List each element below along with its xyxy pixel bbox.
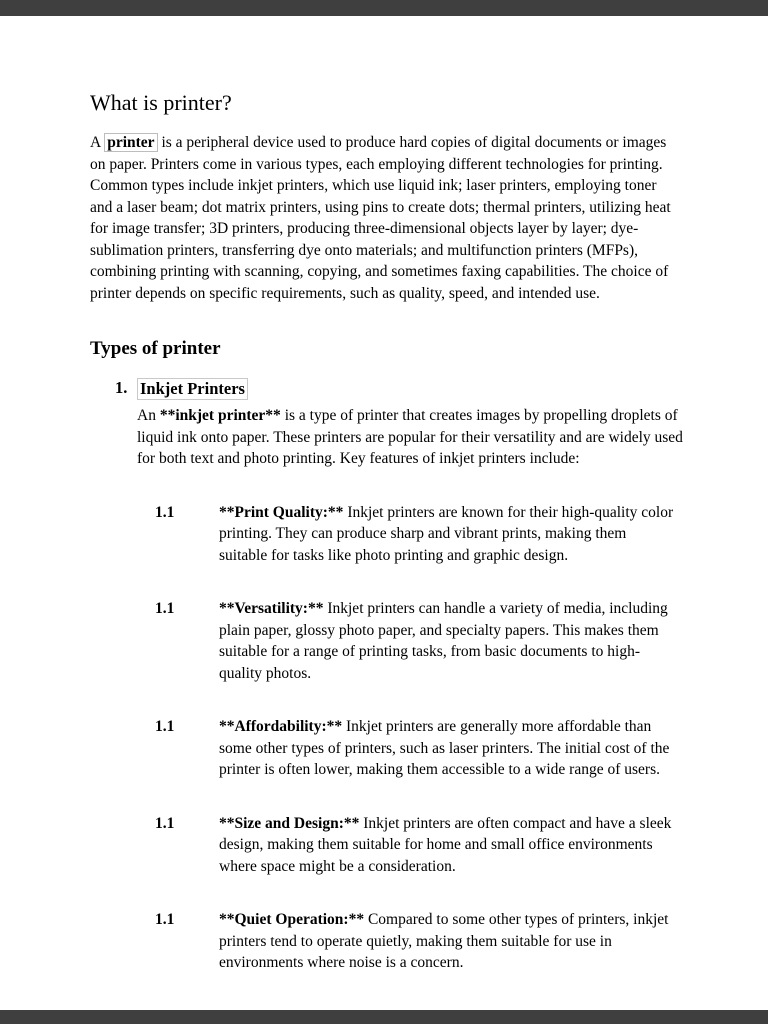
feature-text — [219, 502, 678, 567]
feature-description: Inkjet printers are generally more affordable than some other types of printers, such as laser printers. The initial cost of the printer is often lower, making them accessible to a wide range of users. — [219, 718, 670, 778]
feature-text — [219, 716, 678, 781]
feature-item-quiet-operation — [155, 909, 678, 974]
feature-list — [155, 502, 678, 974]
viewer-bottom-bar — [0, 1010, 768, 1024]
feature-number: 1.1 — [155, 600, 175, 617]
intro-prefix: A — [90, 134, 105, 151]
feature-item-versatility — [155, 598, 678, 684]
list-body-rest: is a type of printer that creates images by propelling droplets of liquid ink onto paper. These printers are popular for their versatility and are widely used for both text and photo printing. Key features of inkjet printers include: — [137, 407, 683, 467]
feature-text — [219, 909, 678, 974]
document-content — [0, 16, 768, 974]
feature-label: **Versatility:** — [219, 600, 324, 617]
feature-description: Inkjet printers can handle a variety of media, including plain paper, glossy photo paper, and specialty papers. This makes them suitable for a range of printing tasks, from basic documents to high-quality photos. — [219, 600, 668, 682]
feature-description: Compared to some other types of printers, inkjet printers tend to operate quietly, making them suitable for use in environments where noise is a concern. — [219, 911, 669, 971]
document-title: What is printer? — [90, 90, 232, 115]
feature-item-print-quality — [155, 502, 678, 567]
list-body-prefix: An — [137, 407, 160, 424]
feature-label: **Print Quality:** — [219, 503, 344, 521]
section-heading-types-of-printer: Types of printer — [90, 338, 221, 359]
list-item-title: Inkjet Printers — [137, 378, 248, 400]
feature-number: 1.1 — [155, 814, 175, 832]
feature-item-size-and-design — [155, 813, 678, 878]
feature-text — [219, 813, 678, 878]
feature-number: 1.1 — [155, 911, 175, 928]
feature-description: Inkjet printers are known for their high-quality color printing. They can produce sharp and vibrant prints, making them suitable for tasks like photo printing and graphic design. — [219, 503, 674, 564]
highlighted-term-printer: printer — [104, 133, 157, 152]
feature-text — [219, 598, 678, 684]
feature-description: Inkjet printers are often compact and have a sleek design, making them suitable for home and small office environments where space might be a consideration. — [219, 814, 672, 875]
feature-label: **Affordability:** — [219, 718, 343, 735]
feature-item-affordability — [155, 716, 678, 781]
feature-label: **Quiet Operation:** — [219, 911, 365, 928]
intro-body: is a peripheral device used to produce hard copies of digital documents or images on paper. Printers come in various types, each employing different technologies for printing. Common types include inkjet printers, which use liquid ink; laser printers, employing toner and a laser beam; dot matrix printers, using pins to create dots; thermal printers, utilizing heat for image transfer; 3D printers, producing three-dimensional objects layer by layer; dye-sublimation printers, transferring dye onto materials; and multifunction printers (MFPs), combining printing with scanning, copying, and sometimes faxing capabilities. The choice of printer depends on specific requirements, such as quality, speed, and intended use. — [90, 134, 671, 302]
list-item-inkjet-printers — [115, 378, 678, 400]
list-item-body — [137, 405, 697, 470]
intro-paragraph — [90, 132, 678, 304]
feature-number: 1.1 — [155, 503, 175, 521]
feature-label: **Size and Design:** — [219, 814, 360, 832]
feature-number: 1.1 — [155, 718, 175, 735]
list-item-number: 1. — [115, 378, 128, 397]
viewer-top-bar — [0, 0, 768, 16]
list-body-bold-term: **inkjet printer** — [159, 407, 281, 424]
